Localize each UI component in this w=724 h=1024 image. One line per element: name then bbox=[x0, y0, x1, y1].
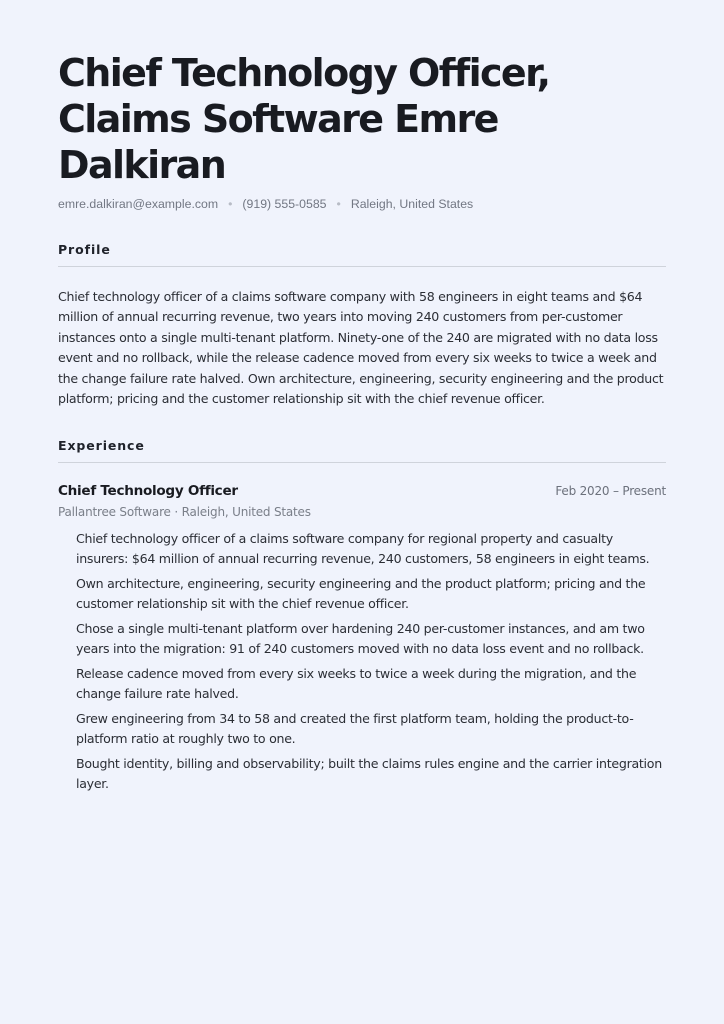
contact-line bbox=[58, 197, 666, 211]
job-company-location: Pallantree Software · Raleigh, United States bbox=[58, 505, 311, 520]
experience-section-title: Experience bbox=[58, 438, 666, 463]
profile-summary: Chief technology officer of a claims software company with 58 engineers in eight teams and $64 million of annual recurring revenue, two years into moving 240 customers from per-customer instances onto a single multi-tenant platform. Ninety-one of the 240 are migrated with no data loss event and no rollback, while the release cadence moved from every six weeks to twice a week and the change failure rate halved. Own architecture, engineering, security engineering and the product platform; pricing and the customer relationship sit with the chief revenue officer. bbox=[58, 289, 664, 407]
job-bullet: Bought identity, billing and observability; built the claims rules engine and the carrier integration layer. bbox=[76, 756, 662, 792]
job-bullet: Grew engineering from 34 to 58 and created the first platform team, holding the product-to-platform ratio at roughly two to one. bbox=[76, 711, 634, 747]
job-title: Chief Technology Officer bbox=[58, 483, 238, 500]
experience-entry bbox=[58, 483, 666, 794]
resume-name-heading: Chief Technology Officer, Claims Software Emre Dalkiran bbox=[58, 51, 550, 187]
job-bullet: Chief technology officer of a claims software company for regional property and casualty insurers: $64 million of annual recurring revenue, 240 customers, 58 engineers in eight teams. bbox=[76, 531, 650, 567]
contact-separator: • bbox=[336, 197, 341, 211]
resume-page bbox=[58, 50, 666, 799]
job-bullet-list bbox=[58, 529, 666, 794]
job-bullet: Release cadence moved from every six weeks to twice a week during the migration, and the change failure rate halved. bbox=[76, 666, 637, 702]
location-text: Raleigh, United States bbox=[350, 197, 474, 211]
contact-separator: • bbox=[228, 197, 233, 211]
profile-section-title: Profile bbox=[58, 242, 666, 267]
job-bullet: Own architecture, engineering, security engineering and the product platform; pricing and the customer relationship sit with the chief revenue officer. bbox=[76, 576, 646, 612]
job-header bbox=[58, 483, 666, 499]
phone-text: (919) 555-0585 bbox=[242, 197, 327, 211]
job-bullet: Chose a single multi-tenant platform over hardening 240 per-customer instances, and am two years into the migration: 91 of 240 customers moved with no data loss event and no rollback. bbox=[76, 621, 645, 657]
email-text: emre.dalkiran@example.com bbox=[58, 197, 219, 211]
job-dates: Feb 2020 – Present bbox=[555, 484, 666, 499]
